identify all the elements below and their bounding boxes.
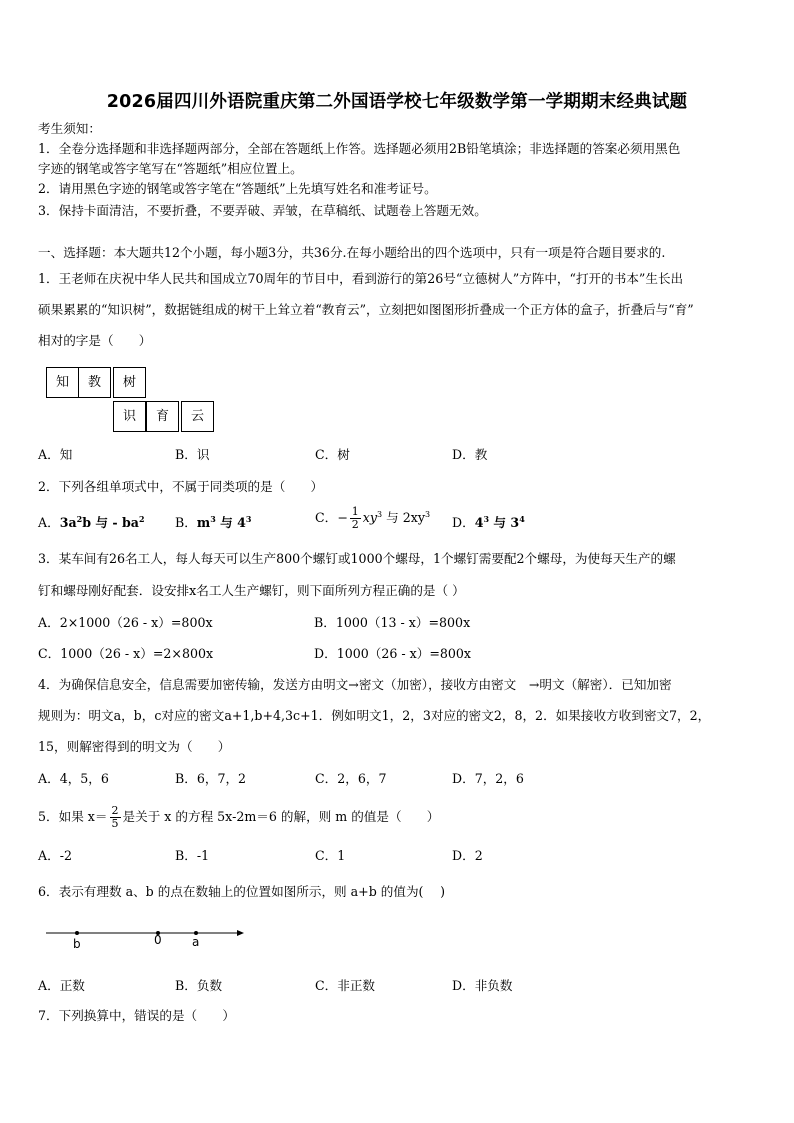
net-cell-top-1: 知 <box>46 367 79 398</box>
q2-fraction: $\frac{1}{2}$ <box>351 505 359 531</box>
net-cell-bottom-1: 识 <box>113 401 146 432</box>
q3-option-b: B．1000（13 - x）=800x <box>314 615 471 630</box>
q1-option-c: C．树 <box>315 447 350 462</box>
q6-option-b: B．负数 <box>175 978 223 993</box>
notice-line-2: 字迹的钢笔或答字笔写在“答题纸”相应位置上。 <box>38 161 303 176</box>
q2-option-d: D．$4^3$ 与 $3^4$ <box>452 513 525 530</box>
exam-title: 2026届四川外语院重庆第二外国语学校七年级数学第一学期期末经典试题 <box>106 92 688 112</box>
q2-option-a: A．$3a^2b$ 与 - $ba^2$ <box>38 513 145 530</box>
q2-option-c: C．− $\frac{1}{2}$ $xy^3$ 与 $2xy^3$ <box>315 505 431 531</box>
q2-option-b: B．$m^3$ 与 $4^3$ <box>175 513 252 530</box>
q5-option-b: B．-1 <box>175 848 210 863</box>
q4-option-b: B．6，7，2 <box>175 771 247 786</box>
label-zero: 0 <box>154 933 162 947</box>
q4-line-2: 规则为：明文a，b，c对应的密文a+1,b+4,3c+1．例如明文1，2，3对应的密文2，8，2．如果接收方收到密文7，2， <box>38 708 711 723</box>
notice-line-4: 3．保持卡面清洁，不要折叠，不要弄破、弄皱，在草稿纸、试题卷上答题无效。 <box>38 203 487 218</box>
notice-line-3: 2．请用黑色字迹的钢笔或答字笔在“答题纸”上先填写姓名和准考证号。 <box>38 181 437 196</box>
q1-line-1: 1．王老师在庆祝中华人民共和国成立70周年的节目中，看到游行的第26号“立德树人”方阵中，“打开的书本”生长出 <box>38 271 684 286</box>
q4-option-d: D．7，2，6 <box>452 771 524 786</box>
q5-stem: 5．如果 x＝ $\frac{2}{5}$ 是关于 x 的方程 5x-2m＝6 的解，则 m 的值是（ ） <box>38 804 440 830</box>
q3-option-d: D．1000（26 - x）=800x <box>314 646 472 661</box>
point-b <box>75 931 79 935</box>
q3-option-c: C．1000（26 - x）=2×800x <box>38 646 214 661</box>
net-cell-top-2: 教 <box>78 367 111 398</box>
q4-option-c: C．2，6，7 <box>315 771 387 786</box>
net-cell-bottom-3: 云 <box>181 401 214 432</box>
q1-option-a: A．知 <box>38 447 73 462</box>
label-b: b <box>73 937 81 951</box>
q6-stem: 6．表示有理数 a、b 的点在数轴上的位置如图所示，则 a+b 的值为( ) <box>38 884 445 899</box>
q6-option-d: D．非负数 <box>452 978 513 993</box>
q4-option-a: A．4，5，6 <box>38 771 109 786</box>
net-cell-bottom-2: 育 <box>146 401 179 432</box>
q4-line-3: 15，则解密得到的明文为（ ） <box>38 739 231 754</box>
q3-line-1: 3．某车间有26名工人，每人每天可以生产800个螺钉或1000个螺母，1个螺钉需要配2个螺母，为使每天生产的螺 <box>38 551 676 566</box>
q5-option-a: A．-2 <box>38 848 72 863</box>
label-a: a <box>192 935 200 949</box>
q1-option-b: B．识 <box>175 447 210 462</box>
q5-fraction: $\frac{2}{5}$ <box>111 804 119 830</box>
q3-line-2: 钉和螺母刚好配套．设安排x名工人生产螺钉，则下面所列方程正确的是（ ） <box>38 583 465 598</box>
net-cell-top-3: 树 <box>113 367 146 398</box>
q6-option-a: A．正数 <box>38 978 85 993</box>
q2-stem: 2．下列各组单项式中，不属于同类项的是（ ） <box>38 479 324 494</box>
q1-option-d: D．教 <box>452 447 488 462</box>
q4-line-1: 4．为确保信息安全，信息需要加密传输，发送方由明文→密文（加密），接收方由密文 →明文（解密）．已知加密 <box>38 677 672 692</box>
q3-option-a: A．2×1000（26 - x）=800x <box>38 615 213 630</box>
q6-option-c: C．非正数 <box>315 978 376 993</box>
notice-heading: 考生须知： <box>38 121 101 136</box>
q5-option-c: C．1 <box>315 848 346 863</box>
q1-line-3: 相对的字是（ ） <box>38 333 152 348</box>
number-line-arrow <box>237 930 244 936</box>
notice-line-1: 1．全卷分选择题和非选择题两部分，全部在答题纸上作答。选择题必须用2B铅笔填涂；非选择题的答案必须用黑色 <box>38 141 681 156</box>
q5-option-d: D．2 <box>452 848 483 863</box>
section-heading: 一、选择题：本大题共12个小题，每小题3分，共36分.在每小题给出的四个选项中，只有一项是符合题目要求的. <box>38 245 666 260</box>
q1-line-2: 硕果累累的“知识树”，数据链组成的树干上耸立着“教育云”，立刻把如图图形折叠成一个正方体的盒子，折叠后与“育” <box>38 302 694 317</box>
q7-stem: 7．下列换算中，错误的是（ ） <box>38 1008 235 1023</box>
